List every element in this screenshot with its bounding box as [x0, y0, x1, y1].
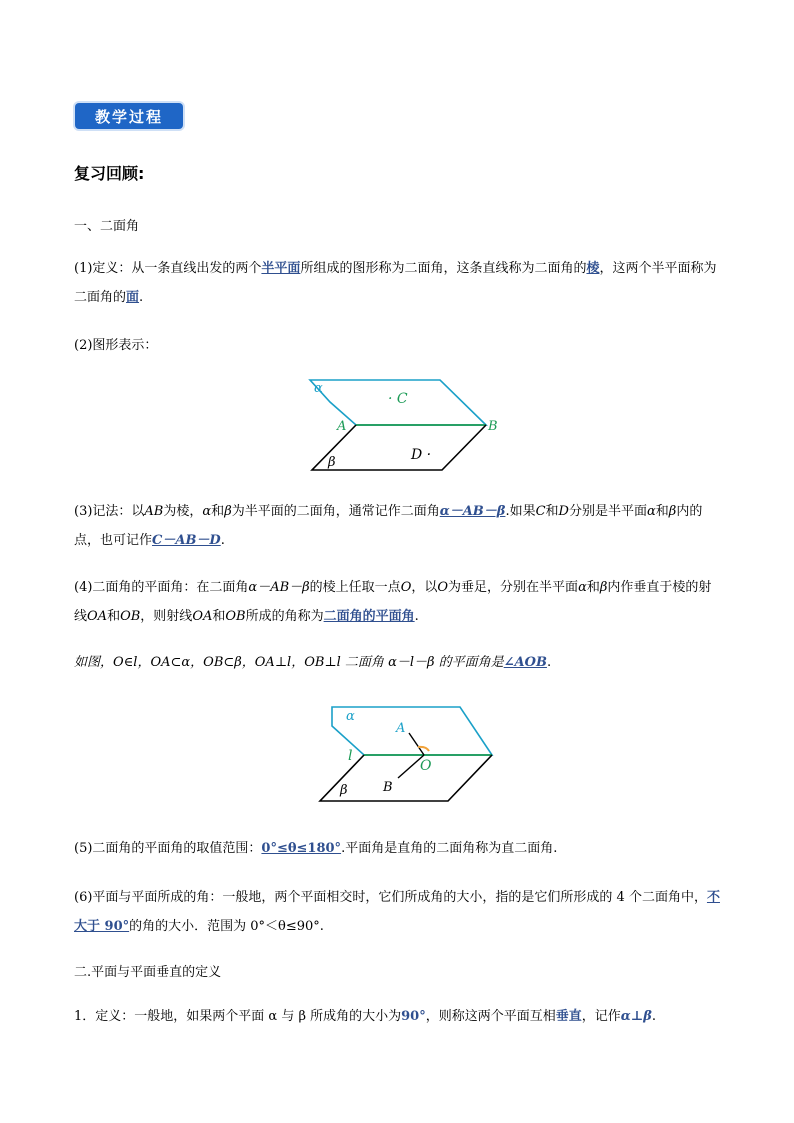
review-heading: 复习回顾: — [74, 164, 145, 183]
label-b: B — [383, 780, 393, 795]
label-o: O — [420, 758, 432, 774]
label-c: · C — [388, 391, 408, 407]
dihedral-figure-1 — [300, 372, 510, 476]
figure-intro: (2)图形表示： — [74, 338, 158, 353]
section-banner: 教学过程 — [75, 103, 183, 129]
label-a: A — [337, 419, 347, 434]
label-b: B — [488, 419, 498, 434]
label-alpha: α — [346, 709, 355, 724]
section-title-perpendicular: 二.平面与平面垂直的定义 — [74, 965, 222, 980]
plane-plane-angle-paragraph: (6)平面与平面所成的角：一般地，两个平面相交时，它们所成角的大小，指的是它们所形成的 4 个二面角中，不大于 90°的角的大小．范围为 0°＜θ≤90°. — [74, 890, 720, 934]
label-l: l — [348, 748, 353, 764]
label-beta: β — [328, 455, 336, 470]
perpendicular-definition: 1．定义：一般地，如果两个平面 α 与 β 所成角的大小为90°，则称这两个平面互相垂直，记作α⊥β. — [74, 1009, 657, 1024]
plane-alpha — [332, 707, 492, 755]
section-title-dihedral: 一、二面角 — [74, 219, 140, 234]
range-paragraph: (5)二面角的平面角的取值范围：0°≤θ≤180°.平面角是直角的二面角称为直二面角. — [74, 841, 558, 856]
label-alpha: α — [314, 381, 323, 396]
example-paragraph: 如图，O∈l，OA⊂α，OB⊂β，OA⊥l，OB⊥l 二面角 α－l－β 的平面角是∠AOB. — [74, 655, 552, 670]
definition-paragraph: (1)定义：从一条直线出发的两个半平面所组成的图形称为二面角，这条直线称为二面角的棱，这两个半平面称为二面角的面. — [74, 261, 717, 305]
notation-paragraph: (3)记法：以AB为棱，α和β为半平面的二面角，通常记作二面角α－AB－β.如果C和D分别是半平面α和β内的点，也可记作C－AB－D. — [74, 504, 703, 548]
label-beta: β — [340, 783, 348, 798]
label-d: D · — [411, 447, 432, 463]
dihedral-figure-2 — [312, 702, 502, 806]
plane-angle-paragraph: (4)二面角的平面角：在二面角α－AB－β的棱上任取一点O，以O为垂足，分别在半平面α和β内作垂直于棱的射线OA和OB，则射线OA和OB所成的角称为二面角的平面角. — [74, 580, 712, 624]
label-a: A — [396, 721, 406, 736]
ray-oa — [409, 733, 424, 755]
